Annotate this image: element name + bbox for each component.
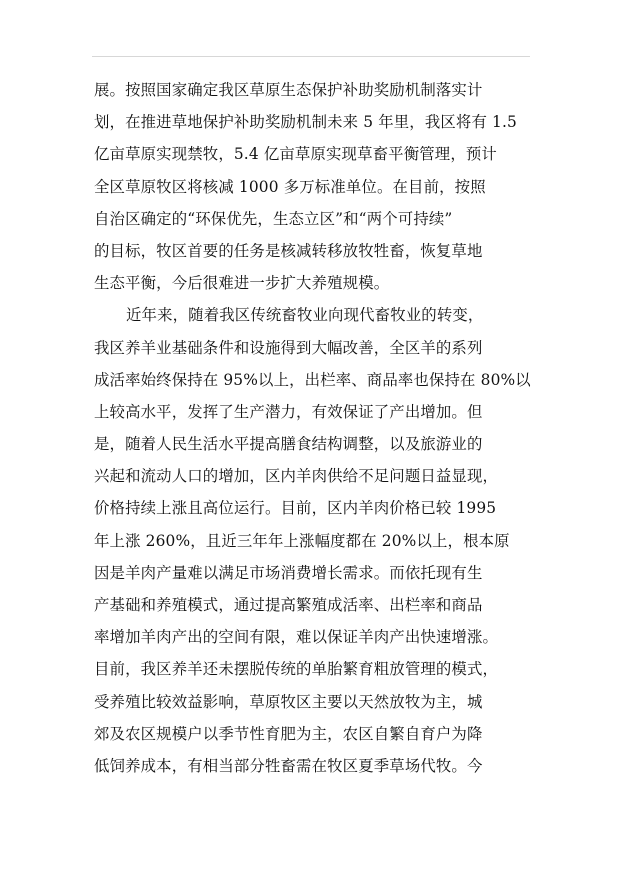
text-line: 成活率始终保持在 95%以上，出栏率、商品率也保持在 80%以 [94, 370, 531, 389]
text-line: 划，在推进草地保护补助奖励机制未来 5 年里，我区将有 1.5 [94, 113, 517, 132]
text-line: 价格持续上涨且高位运行。目前，区内羊肉价格已较 1995 [94, 499, 497, 518]
paragraph-1 [94, 74, 534, 299]
text-line: 低饲养成本，有相当部分牲畜需在牧区夏季草场代牧。今 [94, 756, 483, 775]
text-line: 率增加羊肉产出的空间有限，难以保证羊肉产出快速增涨。 [94, 628, 499, 647]
text-line: 兴起和流动人口的增加，区内羊肉供给不足问题日益显现， [94, 467, 499, 486]
text-line: 我区养羊业基础条件和设施得到大幅改善，全区羊的系列 [94, 338, 483, 357]
paragraph-2 [94, 299, 534, 782]
text-line: 自治区确定的“环保优先，生态立区”和“两个可持续” [94, 209, 453, 228]
header-divider [92, 56, 530, 57]
text-line: 亿亩草原实现禁牧，5.4 亿亩草原实现草畜平衡管理，预计 [94, 145, 497, 164]
text-line: 受养殖比较效益影响，草原牧区主要以天然放牧为主，城 [94, 692, 483, 711]
text-line: 展。按照国家确定我区草原生态保护补助奖励机制落实计 [94, 81, 483, 99]
text-line: 全区草原牧区将核减 1000 多万标准单位。在目前，按照 [94, 177, 486, 196]
text-line: 产基础和养殖模式，通过提高繁殖成活率、出栏率和商品 [94, 596, 483, 614]
text-line: 近年来，随着我区传统畜牧业向现代畜牧业的转变， [126, 306, 484, 325]
text-line: 因是羊肉产量难以满足市场消费增长需求。而依托现有生 [94, 563, 483, 582]
text-line: 郊及农区规模户以季节性育肥为主，农区自繁自育户为降 [94, 724, 483, 743]
document-body [94, 74, 534, 782]
text-line: 生态平衡，今后很难进一步扩大养殖规模。 [94, 274, 390, 293]
text-line: 目前，我区养羊还未摆脱传统的单胎繁育粗放管理的模式， [94, 660, 499, 679]
text-line: 上较高水平，发挥了生产潜力，有效保证了产出增加。但 [94, 402, 483, 421]
text-line: 的目标，牧区首要的任务是核减转移放牧牲畜，恢复草地 [94, 241, 483, 260]
text-line: 年上涨 260%，且近三年年上涨幅度都在 20%以上，根本原 [94, 531, 510, 550]
text-line: 是，随着人民生活水平提高膳食结构调整，以及旅游业的 [94, 435, 483, 454]
